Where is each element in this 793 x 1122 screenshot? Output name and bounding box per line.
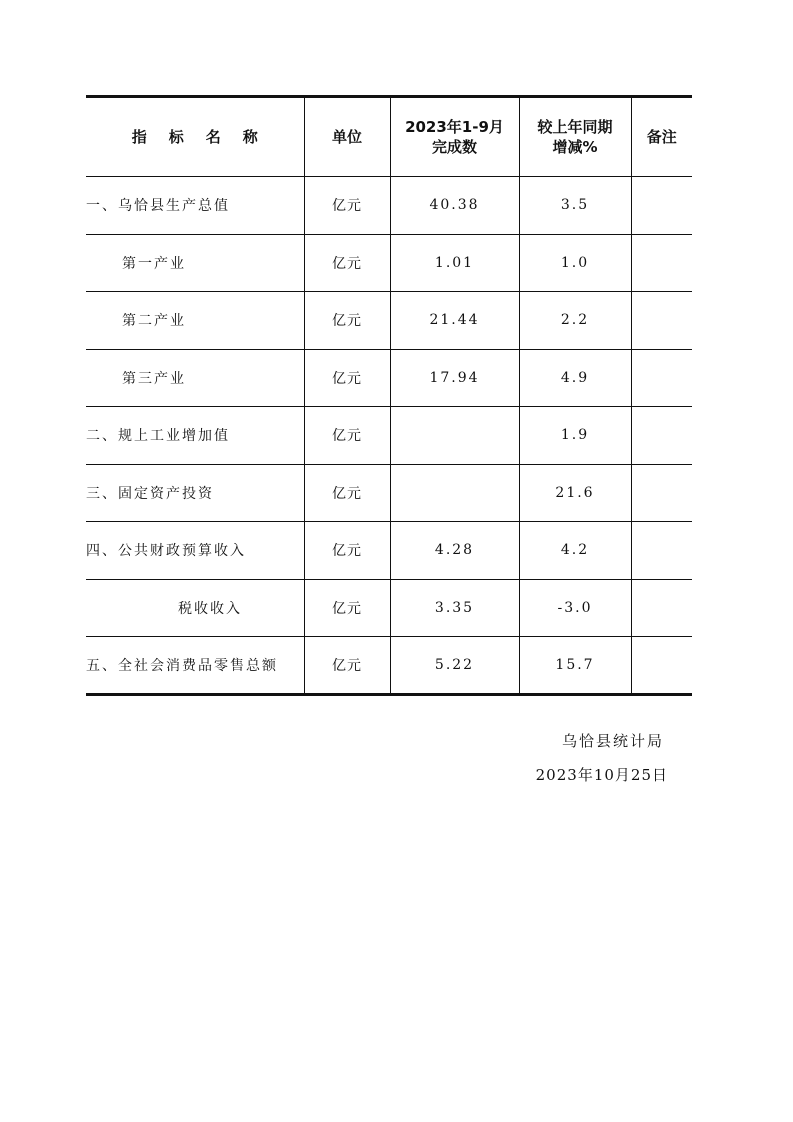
table-row <box>86 522 692 580</box>
value-cell: 17.94 <box>390 349 519 407</box>
value-cell: 1.01 <box>390 234 519 292</box>
value-cell: 4.28 <box>390 522 519 580</box>
value-cell <box>390 407 519 465</box>
issue-date: 2023年10月25日 <box>535 766 668 784</box>
indicator-name: 税收收入 <box>86 579 304 637</box>
unit-cell: 亿元 <box>304 234 390 292</box>
value-cell <box>390 464 519 522</box>
indicator-name: 一、乌恰县生产总值 <box>86 177 304 235</box>
header-yoy-change <box>519 97 631 177</box>
unit-cell: 亿元 <box>304 579 390 637</box>
header-unit: 单位 <box>304 97 390 177</box>
indicator-name: 第一产业 <box>86 234 304 292</box>
growth-cell: 4.2 <box>519 522 631 580</box>
header-completed-value-line2: 完成数 <box>431 138 477 156</box>
note-cell <box>631 579 692 637</box>
table-header-row <box>86 97 692 177</box>
signature-block <box>536 724 668 792</box>
header-indicator-name: 指标名称 <box>86 97 304 177</box>
table-row <box>86 464 692 522</box>
indicator-name: 五、全社会消费品零售总额 <box>86 637 304 695</box>
indicator-name: 三、固定资产投资 <box>86 464 304 522</box>
header-completed-value-line1: 2023年1-9月 <box>405 118 504 136</box>
note-cell <box>631 349 692 407</box>
growth-cell: 3.5 <box>519 177 631 235</box>
value-cell: 5.22 <box>390 637 519 695</box>
indicator-name: 二、规上工业增加值 <box>86 407 304 465</box>
unit-cell: 亿元 <box>304 407 390 465</box>
table-row <box>86 234 692 292</box>
growth-cell: 15.7 <box>519 637 631 695</box>
table-row <box>86 637 692 695</box>
value-cell: 40.38 <box>390 177 519 235</box>
note-cell <box>631 292 692 350</box>
unit-cell: 亿元 <box>304 177 390 235</box>
unit-cell: 亿元 <box>304 637 390 695</box>
growth-cell: 1.0 <box>519 234 631 292</box>
table-row <box>86 349 692 407</box>
table-row <box>86 579 692 637</box>
table-row <box>86 177 692 235</box>
note-cell <box>631 464 692 522</box>
growth-cell: 1.9 <box>519 407 631 465</box>
note-cell <box>631 637 692 695</box>
statistics-table <box>86 95 692 696</box>
table-row <box>86 407 692 465</box>
unit-cell: 亿元 <box>304 292 390 350</box>
indicator-name: 第二产业 <box>86 292 304 350</box>
indicator-name: 四、公共财政预算收入 <box>86 522 304 580</box>
indicator-name: 第三产业 <box>86 349 304 407</box>
issuing-organization: 乌恰县统计局 <box>561 732 664 750</box>
unit-cell: 亿元 <box>304 349 390 407</box>
unit-cell: 亿元 <box>304 464 390 522</box>
growth-cell: 21.6 <box>519 464 631 522</box>
table-row <box>86 292 692 350</box>
header-note: 备注 <box>631 97 692 177</box>
note-cell <box>631 522 692 580</box>
unit-cell: 亿元 <box>304 522 390 580</box>
header-completed-value <box>390 97 519 177</box>
header-yoy-change-line2: 增减% <box>552 138 598 156</box>
growth-cell: 2.2 <box>519 292 631 350</box>
growth-cell: -3.0 <box>519 579 631 637</box>
note-cell <box>631 407 692 465</box>
value-cell: 3.35 <box>390 579 519 637</box>
header-yoy-change-line1: 较上年同期 <box>537 118 613 136</box>
value-cell: 21.44 <box>390 292 519 350</box>
growth-cell: 4.9 <box>519 349 631 407</box>
note-cell <box>631 177 692 235</box>
note-cell <box>631 234 692 292</box>
